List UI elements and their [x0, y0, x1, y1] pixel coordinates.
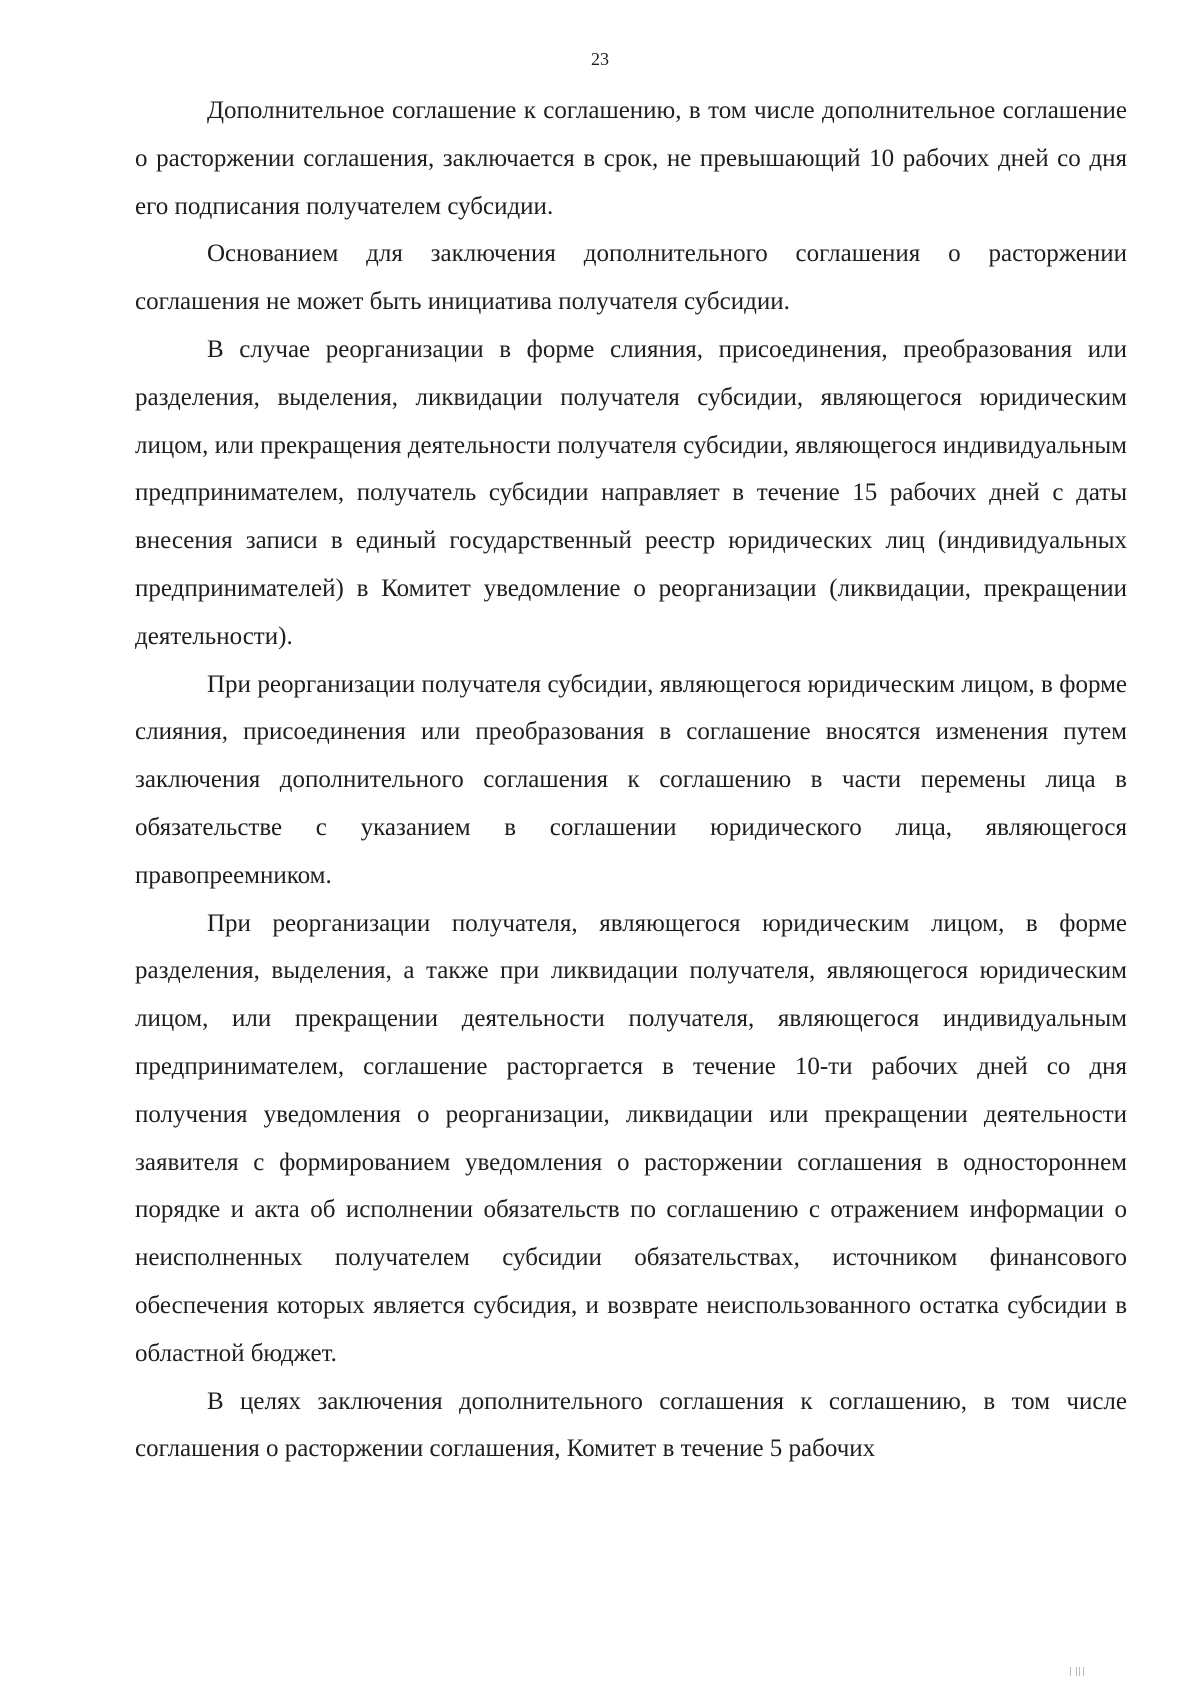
paragraph-reorganization-merger: При реорганизации получателя субсидии, являющегося юридическим лицом, в форме слияния, присоединения или преобразования в соглашение вносятся изменения путем заключения дополнительного соглашения к соглашению в части перемены лица в обязательстве с указанием в соглашении юридического лица, являющегося правопреемником. — [135, 670, 1127, 889]
page-number: 23 — [591, 49, 609, 69]
paragraph-reorganization-notice: В случае реорганизации в форме слияния, присоединения, преобразования или разделения, выделения, ликвидации получателя субсидии, являющегося юридическим лицом, или прекращения деятельности получателя субсидии, являющегося индивидуальным предпринимателем, получатель субсидии направляет в течение 15 рабочих дней с даты внесения записи в единый государственный реестр юридических лиц (индивидуальных предпринимателей) в Комитет уведомление о реорганизации (ликвидации, прекращении деятельности). — [135, 335, 1127, 650]
paragraph-committee-deadline: В целях заключения дополнительного соглашения к соглашению, в том числе соглашения о расторжении соглашения, Комитет в течение 5 рабочих — [135, 1387, 1127, 1463]
document-body — [135, 87, 1127, 1473]
paragraph-reorganization-division: При реорганизации получателя, являющегося юридическим лицом, в форме разделения, выделения, а также при ликвидации получателя, являющегося юридическим лицом, или прекращении деятельности получателя, являющегося индивидуальным предпринимателем, соглашение расторгается в течение 10-ти рабочих дней со дня получения уведомления о реорганизации, ликвидации или прекращении деятельности заявителя с формированием уведомления о расторжении соглашения в одностороннем порядке и акта об исполнении обязательств по соглашению с отражением информации о неисполненных получателем субсидии обязательствах, источником финансового обеспечения которых является субсидия, и возврате неиспользованного остатка субсидии в областной бюджет. — [135, 909, 1127, 1367]
paragraph-termination-basis: Основанием для заключения дополнительного соглашения о расторжении соглашения не может быть инициатива получателя субсидии. — [135, 240, 1127, 316]
scan-margin-marks — [1068, 1662, 1098, 1676]
paragraph-supplementary-agreement-term: Дополнительное соглашение к соглашению, в том числе дополнительное соглашение о расторжении соглашения, заключается в срок, не превышающий 10 рабочих дней со дня его подписания получателем субсидии. — [135, 97, 1127, 220]
